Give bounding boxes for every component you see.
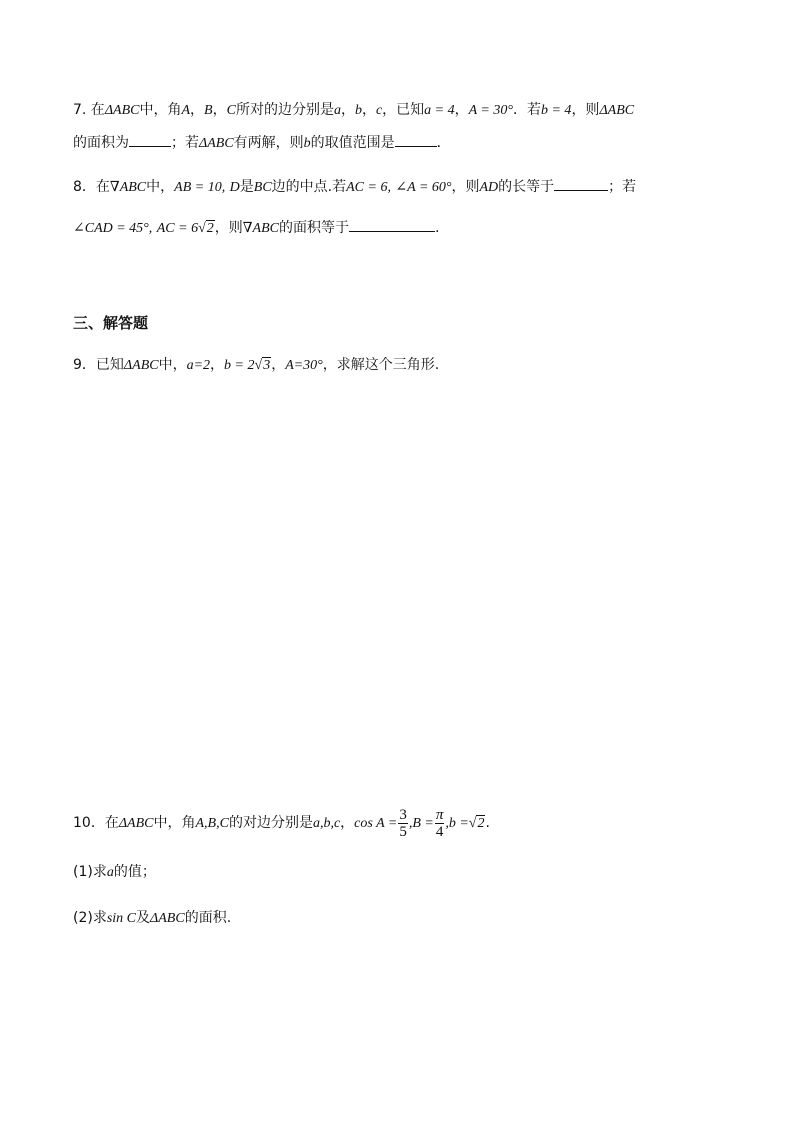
q10-line-1: 10．在ΔABC中，角A,B,C的对边分别是a,b,c，cos A = $\frac{3}{5}$ ,B = $\frac{\pi}{4}$ ,b =√2. — [73, 806, 490, 840]
q7-var-c: c — [375, 103, 383, 118]
q7-eq-b: b = 4 — [540, 103, 572, 118]
answer-blank[interactable] — [129, 133, 171, 147]
q8-var-ad: AD — [479, 180, 499, 195]
q10-cos: cos A = — [354, 816, 398, 831]
q10-part-2: (2)求sin C及ΔABC的面积. — [73, 910, 232, 926]
q8-line-1: 8．在∇ABC中，AB = 10, D是BC边的中点.若AC = 6, ∠A = 60°，则AD的长等于 ；若 — [73, 179, 637, 195]
q10-sqrt: √2 — [468, 816, 485, 831]
q7-var-a-angle: A — [181, 103, 191, 118]
q8-triangle: ∇ABC — [109, 180, 147, 195]
q9-triangle: ΔABC — [123, 358, 159, 373]
q7-triangle: ΔABC — [599, 103, 635, 118]
q8-eq-angle: ∠A = 60° — [395, 180, 452, 195]
q7-line-1: 7. 在ΔABC中，角A，B，C所对的边分别是a，b，c，已知a = 4，A = 30°．若b = 4，则ΔABC — [73, 102, 635, 118]
q10-eq-b: ,b = — [445, 816, 469, 831]
answer-blank[interactable] — [349, 218, 435, 232]
q10-triangle: ΔABC — [118, 816, 154, 831]
q7-var-b: b — [354, 103, 362, 118]
section-heading: 三、解答题 — [73, 314, 149, 332]
q9-sqrt: √3 — [254, 358, 271, 373]
q7-var-a: a — [333, 103, 341, 118]
answer-blank[interactable] — [554, 177, 608, 191]
q8-eq-ac: AC = 6, — [346, 180, 391, 195]
q10-part-1: (1)求a的值； — [73, 864, 156, 880]
q8-sqrt: √2 — [198, 221, 214, 236]
q7-eq-a: a = 4 — [424, 103, 455, 118]
q7-text: 中，角 — [139, 102, 182, 118]
q7-text: 7. 在 — [73, 102, 105, 118]
answer-blank[interactable] — [395, 133, 437, 147]
q8-var-bc: BC — [253, 180, 272, 195]
q9-eq-a: a=2 — [186, 358, 211, 373]
q8-eq-ac2: AC = 6 — [156, 221, 199, 236]
q7-triangle: ΔABC — [199, 136, 234, 151]
q8-triangle: ∇ABC — [242, 221, 279, 236]
q10-sin: sin C — [106, 911, 137, 926]
q7-triangle: ΔABC — [104, 103, 140, 118]
q10-fraction-pi: $\frac{\pi}{4}$ — [435, 806, 444, 840]
q10-var-a: a — [106, 865, 114, 880]
q9-line: 9．已知ΔABC中，a=2，b = 2√3，A=30°，求解这个三角形. — [73, 357, 440, 373]
q8-eq-ab: AB = 10, — [174, 180, 226, 195]
q10-triangle: ΔABC — [150, 911, 185, 926]
q10-eq-b-angle: ,B = — [408, 816, 434, 831]
q7-eq-angle: A = 30° — [468, 103, 513, 118]
q10-angles: A,B,C — [195, 816, 229, 831]
q10-sides: a,b,c — [312, 816, 341, 831]
q8-var-d: D — [229, 180, 240, 195]
q7-var-b: b — [303, 136, 311, 151]
q8-eq-cad: ∠CAD = 45°, — [73, 221, 153, 236]
q7-var-b-angle: B — [204, 103, 213, 118]
q7-line-2: 的面积为 ；若ΔABC有两解，则b的取值范围是 ． — [73, 135, 451, 151]
q7-var-c-angle: C — [226, 103, 236, 118]
q10-fraction-cos: $\frac{3}{5}$ — [399, 806, 407, 840]
q9-eq-b: b = 2 — [224, 358, 255, 373]
q9-eq-angle: A=30° — [285, 358, 323, 373]
q8-line-2: ∠CAD = 45°, AC = 6√2，则∇ABC的面积等于 . — [73, 220, 440, 236]
